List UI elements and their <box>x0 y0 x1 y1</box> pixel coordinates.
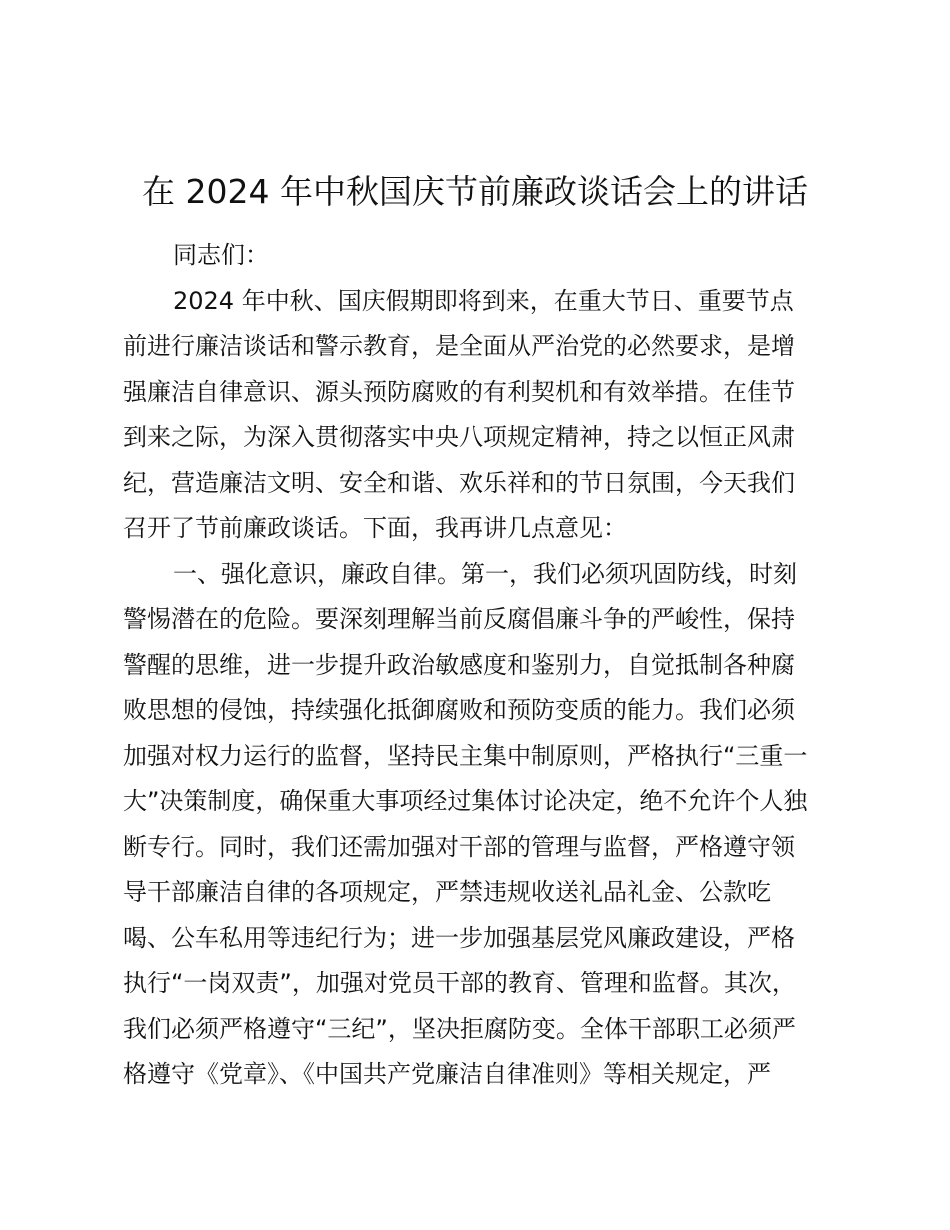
paragraph-line: 我们必须严格遵守“三纪”，坚决拒腐防变。全体干部职工必须严 <box>123 1014 796 1043</box>
salutation-line: 同志们： <box>173 241 269 269</box>
document-body <box>123 233 835 1098</box>
paragraph-line: 强廉洁自律意识、源头预防腐败的有利契机和有效举措。在佳节 <box>123 377 795 406</box>
paragraph-line: 执行“一岗双责”，加强对党员干部的教育、管理和监督。其次， <box>123 969 796 997</box>
paragraph-line: 纪，营造廉洁文明、安全和谐、欢乐祥和的节日氛围，今天我们 <box>123 468 795 497</box>
paragraph-line: 喝、公车私用等违纪行为；进一步加强基层党风廉政建设，严格 <box>123 923 795 952</box>
paragraph-line: 警惕潜在的危险。要深刻理解当前反腐倡廉斗争的严峻性，保持 <box>123 605 795 633</box>
paragraph-line: 前进行廉洁谈话和警示教育，是全面从严治党的必然要求，是增 <box>123 332 795 360</box>
paragraph-line: 警醒的思维，进一步提升政治敏感度和鉴别力，自觉抵制各种腐 <box>123 650 795 679</box>
paragraph-line: 败思想的侵蚀，持续强化抵御腐败和预防变质的能力。我们必须 <box>123 696 795 724</box>
paragraph-line: 2024 年中秋、国庆假期即将到来，在重大节日、重要节点 <box>173 286 794 315</box>
paragraph-line: 断专行。同时，我们还需加强对干部的管理与监督，严格遵守领 <box>123 832 795 861</box>
paragraph-line: 一、强化意识，廉政自律。第一，我们必须巩固防线，时刻 <box>173 559 797 588</box>
paragraph-line: 到来之际，为深入贯彻落实中央八项规定精神，持之以恒正风肃 <box>123 423 795 451</box>
paragraph-line: 大”决策制度，确保重大事项经过集体讨论决定，绝不允许个人独 <box>123 787 808 815</box>
paragraph-line: 加强对权力运行的监督，坚持民主集中制原则，严格执行“三重一 <box>123 741 808 770</box>
paragraph-line: 格遵守《党章》、《中国共产党廉洁自律准则》等相关规定，严 <box>123 1060 771 1088</box>
paragraph-line: 导干部廉洁自律的各项规定，严禁违规收送礼品礼金、公款吃 <box>123 878 771 906</box>
document-title: 在 2024 年中秋国庆节前廉政谈话会上的讲话 <box>142 172 808 211</box>
paragraph-line: 召开了节前廉政谈话。下面，我再讲几点意见： <box>123 514 627 542</box>
